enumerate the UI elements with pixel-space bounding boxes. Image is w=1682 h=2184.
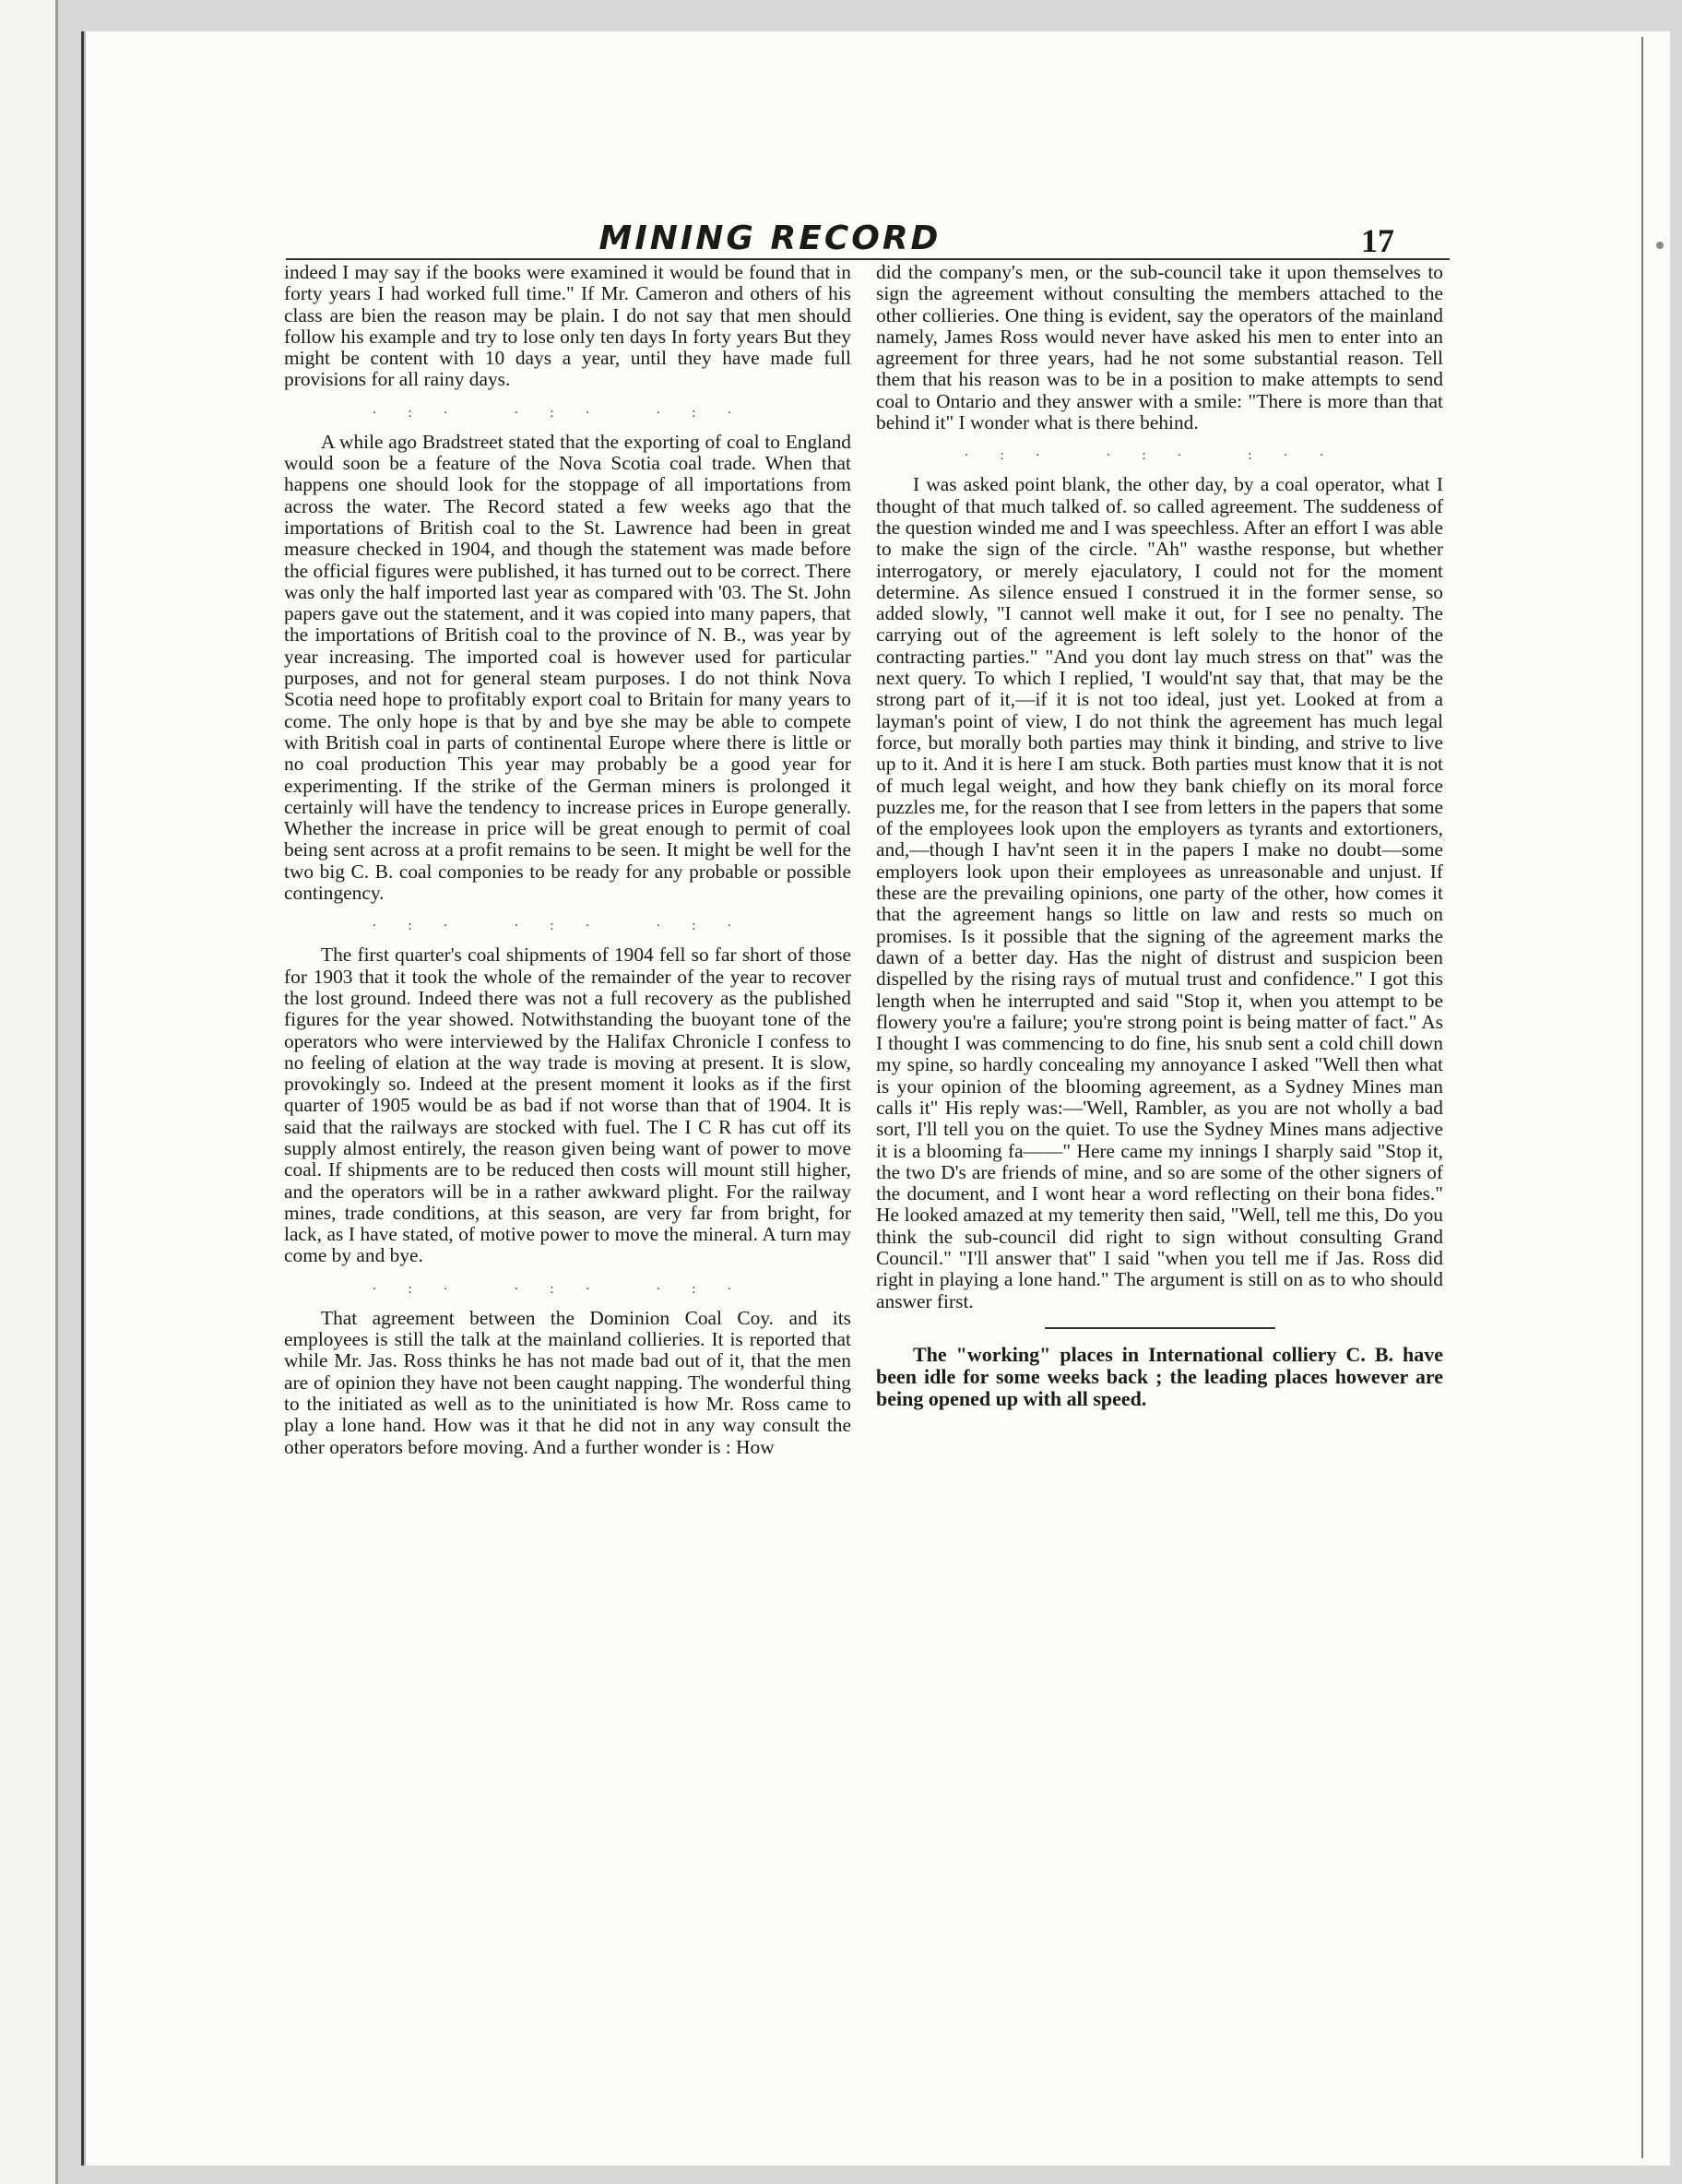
right-column xyxy=(876,262,1443,1968)
right-paragraph-1: did the company's men, or the sub-council take it upon themselves to sign the agreement without consulting the members attached to the other collieries. One thing is evident, say the operators of the mainland namely, James Ross would never have asked his men to enter into an agreement for three years, had he not some substantial reason. Tell them that his reason was to be in a position to make attempts to send coal to Ontario and they answer with a smile: "There is more than that behind it" I wonder what is there behind. xyxy=(876,262,1443,434)
running-head-title: MINING RECORD xyxy=(598,220,942,257)
left-paragraph-2: A while ago Bradstreet stated that the exporting of coal to England would soon be a feature of the Nova Scotia coal trade. When that happens one should look for the stoppage of all importations from across the water. The Record stated a few weeks ago that the importations of British coal to the St. Lawrence had been in great measure checked in 1904, and though the statement was made before the official figures were published, it has turned out to be correct. There was only the half imported last year as compared with '03. The St. John papers gave out the statement, and it was copied into many papers, that the importations of British coal to the province of N. B., was year by year increasing. The imported coal is however used for particular purposes, and not for general steam purposes. I do not think Nova Scotia need hope to profitably export coal to Britain for many years to come. The only hope is that by and bye she may be able to compete with British coal in parts of continental Europe where there is little or no coal production This year may probably be a good year for experimenting. If the strike of the German miners is prolonged it certainly will have the tendency to increase prices in Europe generally. Whether the increase in price will be great enough to permit of coal being sent across at a profit remains to be seen. It might be well for the two big C. B. coal componies to be ready for any probable or possible contingency. xyxy=(284,430,851,905)
left-paragraph-1: indeed I may say if the books were examined it would be found that in forty years I had worked full time." If Mr. Cameron and others of his class are bien the reason may be plain. I do not say that men should follow his example and try to lose only ten days In forty years But they might be content with 10 days a year, until they have made full provisions for all rainy days. xyxy=(284,262,851,391)
adjacent-page-edge xyxy=(0,0,58,2184)
left-paragraph-4: That agreement between the Dominion Coal Coy. and its employees is still the talk at the mainland collieries. It is reported that while Mr. Jas. Ross thinks he has not made bad out of it, that the men are of opinion they have not been caught napping. The wonderful thing to the initiated as well as to the uninitiated is how Mr. Ross came to play a lone hand. How was it that he did not in any way consult the other operators before moving. And a further wonder is : How xyxy=(284,1306,851,1458)
section-separator: ·:· ·:· ·:· xyxy=(372,405,764,421)
scan-speck xyxy=(1656,242,1664,249)
page-number: 17 xyxy=(1361,222,1394,259)
page-right-edge xyxy=(1641,37,1651,2158)
section-separator: ·:· ·:· ·:· xyxy=(372,1281,764,1297)
short-rule xyxy=(1045,1327,1275,1329)
right-paragraph-3: The "working" places in International colliery C. B. have been idle for some weeks back ; the leading places however are being opened up with all speed. xyxy=(876,1342,1443,1410)
left-column xyxy=(284,262,851,1968)
header-rule xyxy=(286,258,1450,260)
left-paragraph-3: The first quarter's coal shipments of 1904 fell so far short of those for 1903 that it took the whole of the remainder of the year to recover the lost ground. Indeed there was not a full recovery as the published figures for the year showed. Notwithstanding the buoyant tone of the operators who were interviewed by the Halifax Chronicle I confess to no feeling of elation at the way trade is moving at present. It is slow, provokingly so. Indeed at the present moment it looks as if the first quarter of 1905 would be as bad if not worse than that of 1904. It is said that the railways are stocked with fuel. The I C R has cut off its supply almost entirely, the reason given being want of power to move coal. If shipments are to be reduced then costs will mount still higher, and the operators will be in a rather awkward plight. For the railway mines, trade conditions, at this season, are very far from bright, for lack, as I have stated, of motive power to move the mineral. A turn may come by and bye. xyxy=(284,944,851,1267)
section-separator: ·:· ·:· ·:· xyxy=(372,919,764,934)
right-paragraph-2: I was asked point blank, the other day, by a coal operator, what I thought of that much talked of. so called agreement. The suddeness of the question winded me and I was speechless. After an effort I was able to make the sign of the circle. "Ah" wasthe response, but whether interrogatory, or merely ejaculatory, I could not for the moment determine. As silence ensued I construed it in the former sense, so added slowly, "I cannot well make it out, for I see no penalty. The carrying out of the agreement is left solely to the honor of the contracting parties." "And you dont lay much stress on that" was the next query. To which I replied, 'I would'nt say that, that may be the strong part of it,—if it is not too ideal, just yet. Looked at from a layman's point of view, I do not think the agreement has much legal force, but morally both parties may think it binding, and strive to live up to it. And it is here I am stuck. Both parties must know that it is not of much legal weight, and how they bank chiefly on its moral force puzzles me, for the reason that I see from letters in the papers that some of the employees look upon the employers as tyrants and extortioners, and,—though I hav'nt seen it in the papers I make no doubt—some employers look upon their employees as unreasonable and unjust. If these are the prevailing opinions, one party of the other, how comes it that the agreement hangs so little on law and rests so much on promises. Is it possible that the signing of the agreement marks the dawn of a better day. Has the night of distrust and suspicion been dispelled by the rising rays of mutual trust and confidence." I got this length when he interrupted and said "Stop it, when you attempt to be flowery you're a failure; you're strong point is being matter of fact." As I thought I was commencing to do fine, his snub sent a cold chill down my spine, so hardly concealing my annoyance I asked "Well then what is your opinion of the blooming agreement, as a Sydney Mines man calls it" His reply was:—'Well, Rambler, as you are not wholly a bad sort, I'll tell you on the quiet. To use the Sydney Mines mans adjective it is a blooming fa——" Here came my innings I sharply said "Stop it, the two D's are friends of mine, and so are some of the other signers of the document, and I wont hear a word reflecting on their bona fides." He looked amazed at my temerity then said, "Well, tell me this, Do you think the sub-council did right to sign without consulting Grand Council." "I'll answer that" I said "when you tell me if Jas. Ross did right in playing a lone hand." The argument is still on as to who should answer first. xyxy=(876,473,1443,1312)
section-separator: ·:· ·:· :·· xyxy=(964,448,1356,464)
